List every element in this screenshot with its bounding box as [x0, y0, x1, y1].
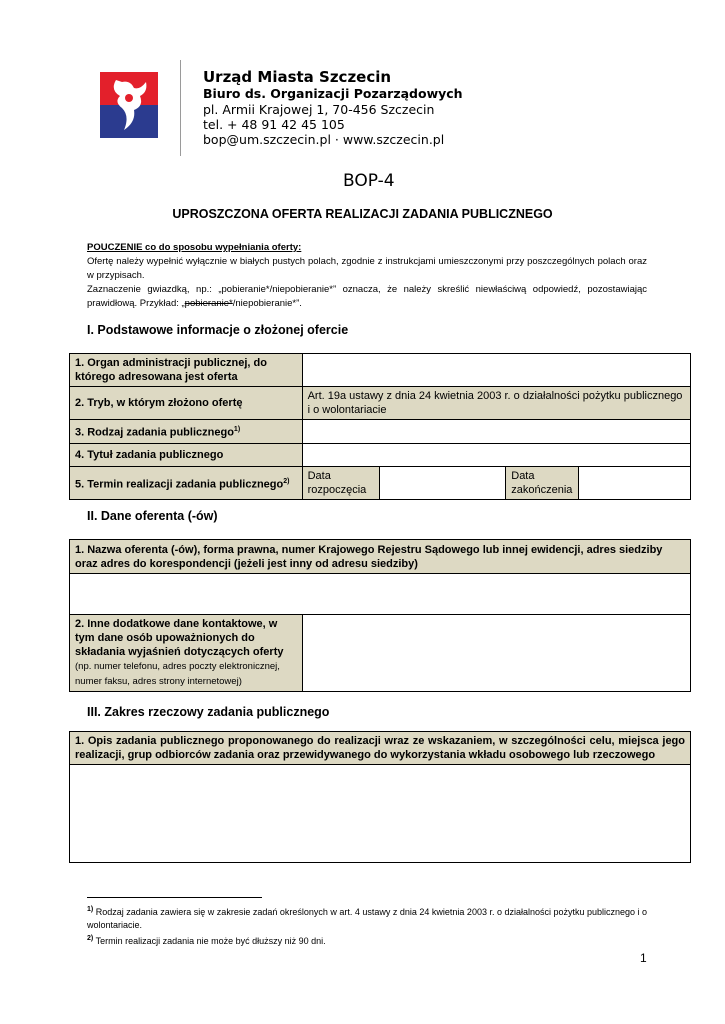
- task-type-field[interactable]: [302, 420, 690, 444]
- mode-value: Art. 19a ustawy z dnia 24 kwietnia 2003 r. o działalności pożytku publicznego i o wolontariacie: [302, 387, 690, 420]
- footnote-divider: [87, 897, 262, 898]
- section-2-title: II. Dane oferenta (-ów): [87, 509, 218, 523]
- deadline-label: 5. Termin realizacji zadania publicznego$^{2)}$: [70, 467, 303, 500]
- scope-table: [69, 731, 691, 863]
- task-description-field[interactable]: [70, 765, 691, 863]
- org-contact: bop@um.szczecin.pl · www.szczecin.pl: [203, 132, 445, 147]
- task-description-label: 1. Opis zadania publicznego proponowanego do realizacji wraz ze wskazaniem, w szczególności celu, miejsca jego realizacji, grup odbiorców zadania oraz przewidywanego do wykorzystania wkładu osobowego lub rzeczowego: [70, 732, 691, 765]
- mode-label: 2. Tryb, w którym złożono ofertę: [70, 387, 303, 420]
- organ-field[interactable]: [302, 354, 690, 387]
- start-date-label: Data rozpoczęcia: [302, 467, 379, 500]
- document-code: BOP-4: [343, 171, 395, 191]
- footnote-2: $^{2)}$ Termin realizacji zadania nie może być dłuższy niż 90 dni.: [87, 935, 326, 946]
- task-title-label: 4. Tytuł zadania publicznego: [70, 444, 303, 467]
- page-number: 1: [640, 951, 647, 965]
- org-address: pl. Armii Krajowej 1, 70-456 Szczecin: [203, 102, 435, 117]
- footnote-1: $^{1)}$ Rodzaj zadania zawiera się w zakresie zadań określonych w art. 4 ustawy z dnia 24 kwietnia 2003 r. o działalności pożytku publicznego i o wolontariacie.: [87, 906, 648, 930]
- department-name: Biuro ds. Organizacji Pozarządowych: [203, 86, 463, 101]
- end-date-label: Data zakończenia: [506, 467, 579, 500]
- org-name: Urząd Miasta Szczecin: [203, 68, 392, 86]
- start-date-field[interactable]: [379, 467, 506, 500]
- contact-info-note: (np. numer telefonu, adres poczty elektronicznej, numer faksu, adres strony internetowej): [75, 661, 280, 687]
- instructions: [87, 241, 647, 311]
- instructions-heading: POUCZENIE co do sposobu wypełniania oferty:: [87, 242, 302, 253]
- contact-info-label: 2. Inne dodatkowe dane kontaktowe, w tym dane osób upoważnionych do składania wyjaśnień dotyczących oferty (np. numer telefonu, adres poczty elektronicznej, numer faksu, adres strony internetowej): [70, 615, 303, 692]
- contact-info-field[interactable]: [302, 615, 690, 692]
- task-type-label: 3. Rodzaj zadania publicznego$^{1)}$: [70, 420, 303, 444]
- strike-example: pobieranie*: [184, 298, 233, 309]
- end-date-field[interactable]: [579, 467, 691, 500]
- section-1-title: I. Podstawowe informacje o złożonej ofercie: [87, 323, 349, 337]
- org-phone: tel. + 48 91 42 45 105: [203, 117, 345, 132]
- offeror-name-label: 1. Nazwa oferenta (-ów), forma prawna, numer Krajowego Rejestru Sądowego lub innej ewidencji, adres siedziby oraz adres do korespondencji (jeżeli jest inny od adresu siedziby): [70, 540, 691, 574]
- city-logo-icon: [100, 72, 158, 138]
- header-divider: [180, 60, 181, 156]
- organ-label: 1. Organ administracji publicznej, do którego adresowana jest oferta: [70, 354, 303, 387]
- instructions-line: Ofertę należy wypełnić wyłącznie w białych pustych polach, zgodnie z instrukcjami umieszczonymi przy poszczególnych polach oraz w przypisach.: [87, 256, 647, 281]
- section-3-title: III. Zakres rzeczowy zadania publicznego: [87, 705, 330, 719]
- task-title-field[interactable]: [302, 444, 690, 467]
- offeror-name-field[interactable]: [70, 574, 691, 615]
- offeror-table: [69, 539, 691, 692]
- instructions-example: Zaznaczenie gwiazdką, np.: „pobieranie*/niepobieranie*” oznacza, że należy skreślić niewłaściwą odpowiedź, pozostawiając prawidłową. Przykład: „pobieranie*/niepobieranie*”.: [87, 284, 647, 309]
- letterhead: [203, 68, 463, 147]
- document-title: UPROSZCZONA OFERTA REALIZACJI ZADANIA PUBLICZNEGO: [172, 207, 553, 221]
- basic-info-table: [69, 353, 691, 500]
